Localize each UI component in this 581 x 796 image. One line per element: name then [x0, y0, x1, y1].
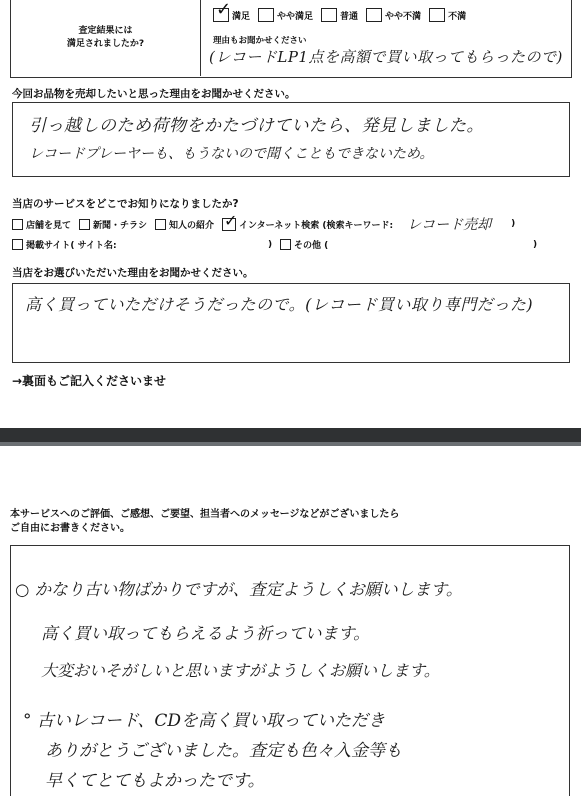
comments-heading-line1: 本サービスへのご評価、ご感想、ご要望、担当者へのメッセージなどがございましたら — [10, 509, 400, 520]
checkbox-internet[interactable] — [222, 210, 238, 231]
sell-reason-answer-line1: 引っ越しのため荷物をかたづけていたら、発見しました。 — [29, 116, 484, 136]
option-label: インターネット検索 (検索キーワード: — [239, 220, 394, 231]
checkbox[interactable] — [258, 8, 274, 22]
option-label: 知人の紹介 — [169, 220, 215, 231]
keyword-answer[interactable]: レコード売却 — [407, 217, 492, 233]
checkbox[interactable] — [79, 219, 90, 230]
checkbox[interactable] — [280, 239, 291, 250]
how-know-row2 — [12, 238, 572, 254]
comment-line: 高く買い取ってもらえるよう祈っています。 — [41, 624, 370, 643]
satisfaction-question-cell — [11, 0, 201, 76]
how-know-row1 — [12, 210, 523, 234]
satisfaction-section — [10, 0, 572, 78]
why-choose-question: 当店をお選びいただいた理由をお聞かせください。 — [12, 267, 254, 279]
option-label: その他 ( — [294, 241, 329, 251]
comment-line: ありがとうございました。査定も色々入金等も — [45, 741, 402, 761]
comments-box[interactable] — [10, 545, 570, 796]
sell-reason-answer-box[interactable] — [12, 102, 570, 177]
option-store[interactable] — [12, 218, 71, 231]
back-side-note: →裏面もご記入くださいませ — [12, 374, 167, 388]
option-satisfied[interactable] — [213, 0, 251, 22]
option-somewhat-satisfied[interactable] — [258, 8, 313, 22]
checkbox[interactable] — [429, 8, 445, 22]
site-close-paren: ) — [268, 240, 273, 250]
option-listing-site[interactable] — [12, 238, 117, 251]
comment-line: ° 古いレコード、CDを高く買い取っていただき — [23, 711, 386, 731]
option-label: やや満足 — [277, 11, 314, 22]
option-referral[interactable] — [155, 218, 214, 231]
checkbox[interactable] — [366, 8, 382, 22]
other-close-paren: ) — [533, 240, 538, 250]
comment-line: ○ かなり古い物ばかりですが、査定ようしくお願いします。 — [15, 580, 463, 599]
option-other[interactable] — [280, 238, 328, 251]
check-mark-icon: ✓ — [216, 0, 232, 20]
why-choose-answer-box[interactable] — [12, 283, 570, 363]
checkbox[interactable] — [12, 239, 23, 250]
option-normal[interactable] — [321, 8, 358, 22]
page-separator-highlight — [0, 442, 581, 446]
reason-answer[interactable]: (レコードLP1点を高額で買い取ってもらったので) — [209, 48, 563, 66]
option-label: 店舗を見て — [26, 220, 72, 231]
option-somewhat-unsatisfied[interactable] — [366, 8, 421, 22]
check-mark-icon: ✓ — [224, 210, 238, 230]
checkbox-satisfied[interactable] — [213, 0, 232, 22]
option-label: 満足 — [232, 11, 251, 22]
option-newspaper[interactable] — [79, 218, 147, 231]
option-label: 新聞・チラシ — [93, 220, 148, 231]
comment-line: 大変おいそがしいと思いますがようしくお願いします。 — [41, 661, 440, 680]
reason-label: 理由もお聞かせください — [213, 36, 307, 46]
comment-line: 早くてとてもよかったです。 — [45, 771, 265, 791]
option-label: 普通 — [340, 11, 359, 22]
checkbox[interactable] — [321, 8, 337, 22]
how-know-question: 当店のサービスをどこでお知りになりましたか? — [12, 198, 239, 210]
option-internet-search[interactable] — [222, 210, 394, 231]
sell-reason-answer-line2: レコードプレーヤーも、もうないので聞くこともできないため。 — [29, 146, 434, 162]
row1-close-paren: ) — [511, 219, 516, 229]
checkbox[interactable] — [12, 219, 23, 230]
satisfaction-question: 査定結果には 満足されましたか? — [66, 26, 145, 49]
option-label: やや不満 — [385, 11, 422, 22]
satisfaction-options — [213, 0, 474, 22]
option-label: 不満 — [448, 11, 467, 22]
comments-heading-line2: ご自由にお書きください。 — [10, 523, 130, 534]
checkbox[interactable] — [155, 219, 166, 230]
sell-reason-question: 今回お品物を売却したいと思った理由をお聞かせください。 — [12, 88, 296, 100]
why-choose-answer: 高く買っていただけそうだったので。(レコード買い取り専門だった) — [25, 295, 534, 314]
option-unsatisfied[interactable] — [429, 8, 466, 22]
option-label: 掲載サイト( サイト名: — [26, 241, 117, 251]
